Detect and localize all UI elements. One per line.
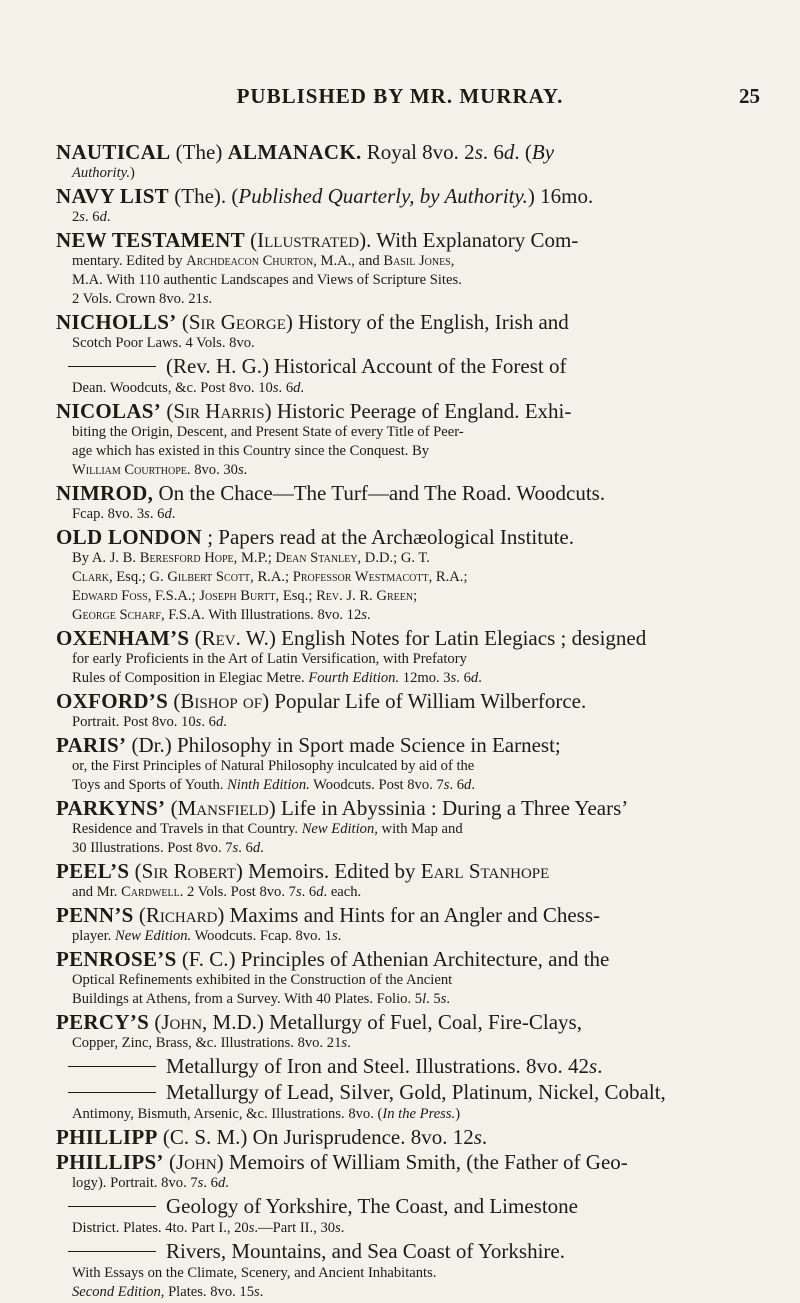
catalogue-entry: [56, 903, 768, 946]
entry-text: Buildings at Athens, from a Survey. With 40 Plates. Folio. 5l. 5s.: [72, 991, 451, 1007]
entry-heading: OXENHAM’S (Rev. W.) English Notes for Latin Elegiacs ; designed: [56, 626, 647, 650]
catalogue-entry: [56, 1194, 768, 1238]
entry-text: age which has existed in this Country since the Conquest. By: [72, 443, 430, 459]
entry-text: Clark, Esq.; G. Gilbert Scott, R.A.; Professor Westmacott, R.A.;: [72, 569, 468, 585]
catalogue-list: [56, 140, 768, 1303]
entry-text: Fcap. 8vo. 3s. 6d.: [72, 506, 176, 522]
entry-heading: NICHOLLS’ (Sir George) History of the English, Irish and: [56, 310, 569, 334]
entry-heading: PENN’S (Richard) Maxims and Hints for an Angler and Chess-: [56, 903, 601, 927]
entry-text: Optical Refinements exhibited in the Construction of the Ancient: [72, 972, 453, 988]
entry-text: Copper, Zinc, Brass, &c. Illustrations. 8vo. 21s.: [72, 1035, 351, 1051]
catalogue-entry: [56, 228, 768, 309]
entry-text: Scotch Poor Laws. 4 Vols. 8vo.: [72, 335, 255, 351]
catalogue-entry: [56, 733, 768, 795]
entry-heading: NIMROD, On the Chace—The Turf—and The Road. Woodcuts.: [56, 481, 606, 505]
entry-heading: Metallurgy of Iron and Steel. Illustrations. 8vo. 42s.: [56, 1054, 768, 1079]
entry-text: Toys and Sports of Youth. Ninth Edition. Woodcuts. Post 8vo. 7s. 6d.: [72, 777, 475, 793]
entry-heading: PARKYNS’ (Mansfield) Life in Abyssinia : During a Three Years’: [56, 796, 629, 820]
entry-text: By A. J. B. Beresford Hope, M.P.; Dean Stanley, D.D.; G. T.: [72, 550, 430, 566]
entry-text: or, the First Principles of Natural Philosophy inculcated by aid of the: [72, 758, 475, 774]
entry-heading: PARIS’ (Dr.) Philosophy in Sport made Science in Earnest;: [56, 733, 561, 757]
entry-text: 2s. 6d.: [72, 209, 111, 225]
ditto-rule: [68, 1092, 156, 1093]
catalogue-entry: [56, 1125, 768, 1149]
catalogue-entry: [56, 689, 768, 732]
entry-text: 2 Vols. Crown 8vo. 21s.: [72, 291, 213, 307]
entry-heading: PHILLIPP (C. S. M.) On Jurisprudence. 8vo. 12s.: [56, 1125, 488, 1149]
entry-text: With Essays on the Climate, Scenery, and Ancient Inhabitants.: [72, 1265, 437, 1281]
catalogue-entry: [56, 140, 768, 183]
entry-text: logy). Portrait. 8vo. 7s. 6d.: [72, 1175, 229, 1191]
page-title: PUBLISHED BY MR. MURRAY.: [236, 84, 564, 108]
catalogue-entry: [56, 354, 768, 398]
entry-heading: Rivers, Mountains, and Sea Coast of Yorkshire.: [56, 1239, 768, 1264]
entry-heading: OLD LONDON ; Papers read at the Archæological Institute.: [56, 525, 575, 549]
ditto-rule: [68, 1251, 156, 1252]
entry-heading: Geology of Yorkshire, The Coast, and Limestone: [56, 1194, 768, 1219]
entry-heading: PEEL’S (Sir Robert) Memoirs. Edited by Earl Stanhope: [56, 859, 550, 883]
entry-text: District. Plates. 4to. Part I., 20s.—Part II., 30s.: [72, 1220, 345, 1236]
entry-text: Rules of Composition in Elegiac Metre. Fourth Edition. 12mo. 3s. 6d.: [72, 670, 482, 686]
entry-text: M.A. With 110 authentic Landscapes and Views of Scripture Sites.: [72, 272, 462, 288]
catalogue-entry: [56, 481, 768, 524]
entry-text: mentary. Edited by Archdeacon Churton, M.A., and Basil Jones,: [72, 253, 455, 269]
entry-heading: NEW TESTAMENT (Illustrated). With Explanatory Com-: [56, 228, 579, 252]
catalogue-entry: [56, 184, 768, 227]
entry-text: Dean. Woodcuts, &c. Post 8vo. 10s. 6d.: [72, 380, 305, 396]
ditto-rule: [68, 366, 156, 367]
catalogue-entry: [56, 947, 768, 1009]
entry-text: and Mr. Cardwell. 2 Vols. Post 8vo. 7s. 6d. each.: [72, 884, 362, 900]
entry-text: Portrait. Post 8vo. 10s. 6d.: [72, 714, 227, 730]
entry-heading: (Rev. H. G.) Historical Account of the Forest of: [56, 354, 768, 379]
entry-text: Edward Foss, F.S.A.; Joseph Burtt, Esq.; Rev. J. R. Green;: [72, 588, 418, 604]
entry-text: for early Proficients in the Art of Latin Versification, with Prefatory: [72, 651, 467, 667]
catalogue-entry: [56, 399, 768, 480]
entry-heading: PENROSE’S (F. C.) Principles of Athenian Architecture, and the: [56, 947, 610, 971]
entry-text: Antimony, Bismuth, Arsenic, &c. Illustrations. 8vo. (In the Press.): [72, 1106, 461, 1122]
entry-text: William Courthope. 8vo. 30s.: [72, 462, 248, 478]
catalogue-entry: [56, 525, 768, 625]
entry-text: Authority.): [72, 165, 135, 181]
catalogue-entry: [56, 859, 768, 902]
running-head: [0, 84, 800, 118]
entry-text: biting the Origin, Descent, and Present State of every Title of Peer-: [72, 424, 464, 440]
entry-heading: NICOLAS’ (Sir Harris) Historic Peerage of England. Exhi-: [56, 399, 572, 423]
catalogue-entry: [56, 1080, 768, 1124]
entry-heading: OXFORD’S (Bishop of) Popular Life of William Wilberforce.: [56, 689, 587, 713]
entry-heading: PERCY’S (John, M.D.) Metallurgy of Fuel, Coal, Fire-Clays,: [56, 1010, 582, 1034]
ditto-rule: [68, 1206, 156, 1207]
entry-heading: Metallurgy of Lead, Silver, Gold, Platinum, Nickel, Cobalt,: [56, 1080, 768, 1105]
catalogue-entry: [56, 1010, 768, 1053]
entry-text: 30 Illustrations. Post 8vo. 7s. 6d.: [72, 840, 264, 856]
entry-text: Second Edition, Plates. 8vo. 15s.: [72, 1284, 264, 1300]
entry-text: player. New Edition. Woodcuts. Fcap. 8vo. 1s.: [72, 928, 342, 944]
page-number: 25: [739, 84, 760, 108]
ditto-rule: [68, 1066, 156, 1067]
entry-text: Residence and Travels in that Country. New Edition, with Map and: [72, 821, 463, 837]
entry-heading: NAUTICAL (The) ALMANACK. Royal 8vo. 2s. 6d. (By: [56, 140, 555, 164]
catalogue-entry: [56, 1150, 768, 1193]
entry-text: George Scharf, F.S.A. With Illustrations. 8vo. 12s.: [72, 607, 371, 623]
catalogue-entry: [56, 796, 768, 858]
catalogue-entry: [56, 626, 768, 688]
catalogue-entry: [56, 1239, 768, 1302]
catalogue-entry: [56, 1054, 768, 1079]
entry-heading: PHILLIPS’ (John) Memoirs of William Smith, (the Father of Geo-: [56, 1150, 628, 1174]
catalogue-entry: [56, 310, 768, 353]
entry-heading: NAVY LIST (The). (Published Quarterly, by Authority.) 16mo.: [56, 184, 594, 208]
